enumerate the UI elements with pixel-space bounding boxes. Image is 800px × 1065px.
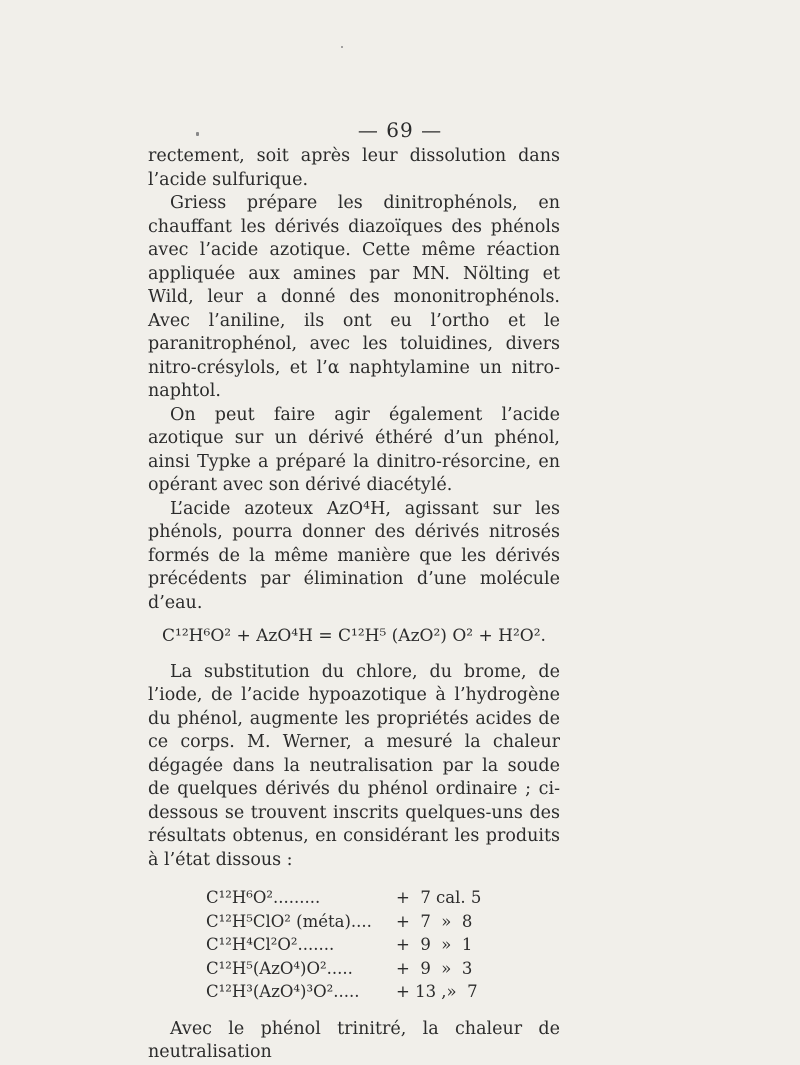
chemical-equation: C¹²H⁶O² + AzO⁴H = C¹²H⁵ (AzO²) O² + H²O². [162,626,546,646]
paragraph-5: La substitution du chlore, du brome, de l’iode, de l’acide hypoazotique à l’hydrogène du phénol, augmente les propriétés acides de ce corps. M. Werner, a mesuré la chaleur dégagée dans la neutralisation par la soude de quelques dérivés du phénol ordinaire ; ci-dessous se trouvent inscrits quelques-uns des résultats obtenus, en considérant les produits à l’état dissous : [148,661,560,870]
compound-formula: C¹²H⁵ClO² (méta).... [206,911,372,931]
compound-formula: C¹²H⁴Cl²O²....... [206,935,335,954]
table-row [206,933,506,957]
heat-value: + 13 ,» 7 [396,982,478,1001]
body-text [148,145,560,1065]
results-table [206,886,506,1004]
table-row [206,980,506,1004]
heat-value: + 9 » 1 [396,935,473,954]
table-row [206,910,506,934]
heat-value: + 9 » 3 [396,958,473,978]
paragraph-3: On peut faire agir également l’acide azotique sur un dérivé éthéré d’un phénol, ainsi Typke a préparé la dinitro-résorcine, en opérant avec son dérivé diacétylé. [148,404,560,495]
closing-line: Avec le phénol trinitré, la chaleur de neutralisation [148,1018,560,1062]
paragraph-2: Griess prépare les dinitrophénols, en chauffant les dérivés diazoïques des phénols avec l’acide azotique. Cette même réaction appliquée aux amines par MN. Nölting et Wild, leur a donné des mononitrophénols. Avec l’aniline, ils ont eu l’ortho et le paranitrophénol, avec les toluidines, divers nitro-crésylols, et l’α naphtylamine un nitro-naphtol. [148,193,560,401]
table-row [206,957,506,981]
heat-value: + 7 cal. 5 [396,888,482,907]
paragraph-1: rectement, soit après leur dissolution dans l’acide sulfurique. [148,146,560,190]
compound-formula: C¹²H⁵(AzO⁴)O²..... [206,958,353,978]
compound-formula: C¹²H³(AzO⁴)³O²..... [206,982,360,1001]
compound-formula: C¹²H⁶O²......... [206,888,321,907]
heat-value: + 7 » 8 [396,911,473,931]
page-number: — 69 — [357,118,443,142]
paragraph-4: L’acide azoteux AzO⁴H, agissant sur les phénols, pourra donner des dérivés nitrosés formés de la même manière que les dérivés précédents par élimination d’une molécule d’eau. [148,498,560,613]
table-row [206,886,506,910]
paper-speck [341,46,343,48]
